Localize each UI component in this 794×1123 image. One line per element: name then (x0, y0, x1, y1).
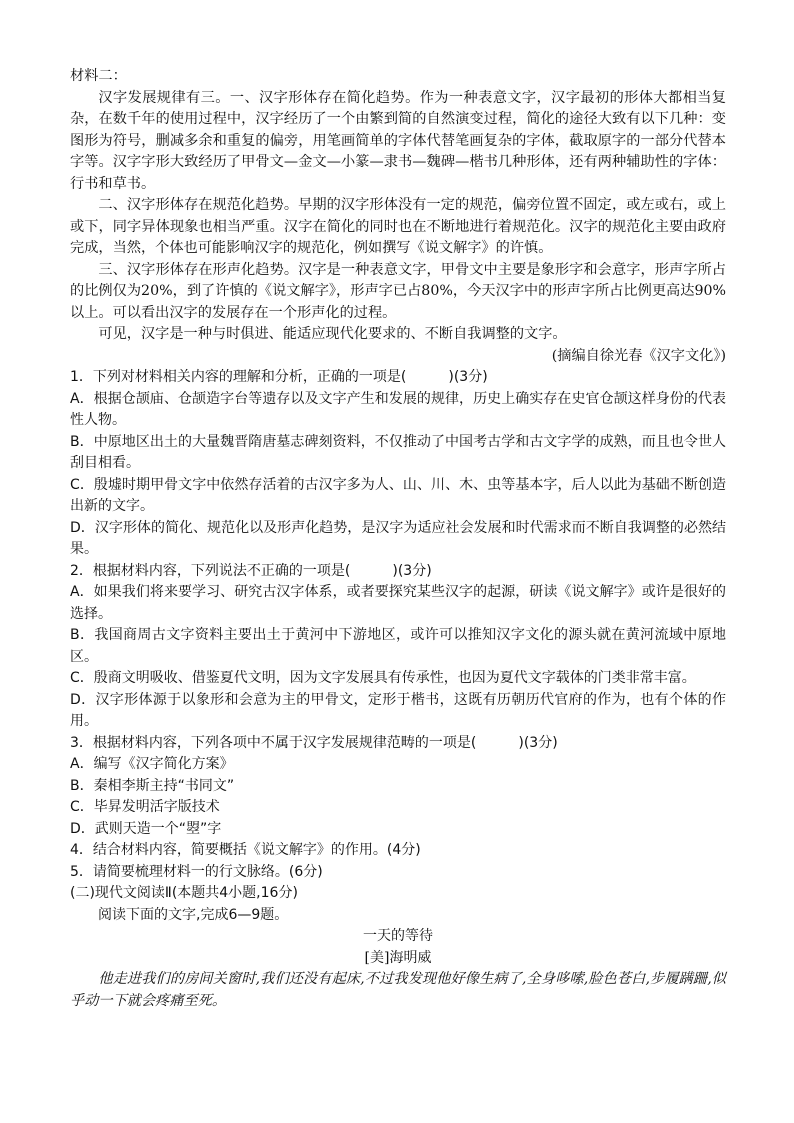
option-b: B．中原地区出土的大量魏晋隋唐墓志碑刻资料，不仅推动了中国考古学和古文字学的成熟，而且也令世人刮目相看。 (70, 433, 726, 471)
question-1 (70, 367, 726, 561)
option-d: D．汉字形体源于以象形和会意为主的甲骨文，定形于楷书，这既有历朝历代官府的作为，也有个体的作用。 (70, 691, 726, 729)
question-stem: 2．根据材料内容，下列说法不正确的一项是( )(3分) (70, 562, 432, 579)
question-3 (70, 733, 726, 841)
story-author: [美]海明威 (364, 949, 432, 966)
material-paragraph-2: 二、汉字形体存在规范化趋势。早期的汉字形体没有一定的规范，偏旁位置不固定，或左或右，或上或下，同字异体现象也相当严重。汉字在简化的同时也在不断地进行着规范化。汉字的规范化主要由政府完成，当然，个体也可能影响汉字的规范化，例如撰写《说文解字》的许慎。 (70, 197, 726, 256)
material-paragraph-3: 三、汉字形体存在形声化趋势。汉字是一种表意文字，甲骨文中主要是象形字和会意字，形声字所占的比例仅为20%，到了许慎的《说文解字》，形声字已占80%，今天汉字中的形声字所占比例更高达90%以上。可以看出汉字的发展存在一个形声化的过程。 (70, 261, 726, 321)
option-c: C．殷商文明吸收、借鉴夏代文明，因为文字发展具有传承性，也因为夏代文字载体的门类非常丰富。 (70, 670, 696, 686)
option-d: D．武则天造一个“曌”字 (70, 820, 222, 837)
option-a: A．编写《汉字简化方案》 (70, 756, 234, 772)
story-title: 一天的等待 (363, 928, 433, 944)
material-paragraph-4: 可见，汉字是一种与时俱进、能适应现代化要求的、不断自我调整的文字。 (98, 326, 567, 342)
material-paragraph-1: 汉字发展规律有三。一、汉字形体存在简化趋势。作为一种表意文字，汉字最初的形体大都相当复杂，在数千年的使用过程中，汉字经历了一个由繁到简的自然演变过程，简化的途径大致有以下几种：变图形为符号，删减多余和重复的偏旁，用笔画简单的字体代替笔画复杂的字体，截取原字的一部分代替本字等。汉字字形大致经历了甲骨文—金文—小篆—隶书—魏碑—楷书几种形体，还有两种辅助性的字体：行书和草书。 (70, 89, 726, 192)
story-text: 他走进我们的房间关窗时,我们还没有起床,不过我发现他好像生病了,全身哆嗦,脸色苍白,步履蹒跚,似乎动一下就会疼痛至死。 (70, 971, 726, 1009)
material-heading: 材料二： (70, 68, 127, 84)
section-heading: (二)现代文阅读Ⅱ(本题共4小题,16分) (70, 885, 298, 901)
question-stem: 1．下列对材料相关内容的理解和分析，正确的一项是( )(3分) (70, 369, 488, 385)
material-source: (摘编自徐光春《汉字文化》) (551, 347, 726, 364)
section-instruction: 阅读下面的文字,完成6—9题。 (98, 906, 289, 923)
document-page (70, 66, 726, 1012)
option-b: B．我国商周古文字资料主要出土于黄河中下游地区，或许可以推知汉字文化的源头就在黄河流域中原地区。 (70, 627, 726, 665)
option-c: C．毕昇发明活字版技术 (70, 799, 220, 815)
question-5: 5．请简要梳理材料一的行文脉络。(6分) (70, 863, 323, 880)
question-stem: 3．根据材料内容，下列各项中不属于汉字发展规律范畴的一项是( )(3分) (70, 734, 558, 751)
option-a: A．如果我们将来要学习、研究古汉字体系，或者要探究某些汉字的起源，研读《说文解字》或许是很好的选择。 (70, 584, 726, 622)
question-2 (70, 561, 726, 733)
option-b: B．秦相李斯主持“书同文” (70, 777, 235, 794)
option-a: A．根据仓颉庙、仓颉造字台等遗存以及文字产生和发展的规律，历史上确实存在史官仓颉这样身份的代表性人物。 (70, 390, 726, 428)
option-c: C．殷墟时期甲骨文字中依然存活着的古汉字多为人、山、川、木、虫等基本字，后人以此为基础不断创造出新的文字。 (70, 476, 726, 514)
question-4: 4．结合材料内容，简要概括《说文解字》的作用。(4分) (70, 842, 421, 858)
option-d: D．汉字形体的简化、规范化以及形声化趋势，是汉字为适应社会发展和时代需求而不断自我调整的必然结果。 (70, 519, 726, 557)
